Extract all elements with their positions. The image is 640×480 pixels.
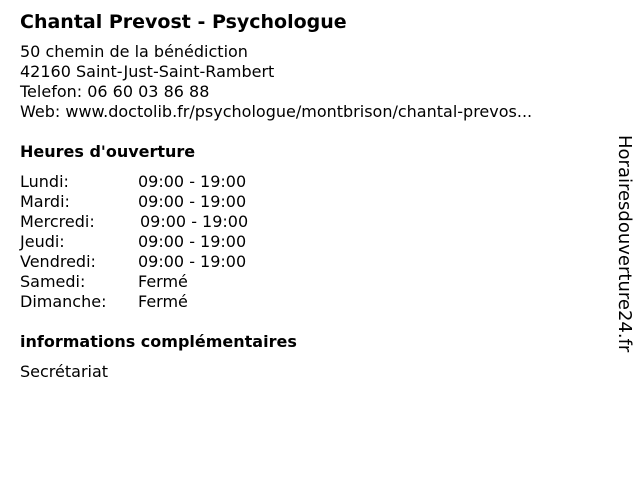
hours-row-monday — [20, 172, 600, 192]
hours-row-tuesday — [20, 192, 600, 212]
day-label: Lundi: — [20, 172, 69, 191]
additional-info-heading: informations complémentaires — [20, 332, 297, 351]
hours-row-friday — [20, 252, 600, 272]
day-label: Dimanche: — [20, 292, 107, 311]
day-label: Vendredi: — [20, 252, 96, 271]
hours-row-sunday — [20, 292, 600, 312]
hours-row-saturday — [20, 272, 600, 292]
day-hours: 09:00 - 19:00 — [138, 232, 247, 251]
website-line: Web: www.doctolib.fr/psychologue/montbrison/chantal-prevos... — [20, 102, 533, 121]
hours-row-thursday — [20, 232, 600, 252]
day-label: Jeudi: — [20, 232, 65, 251]
day-hours: 09:00 - 19:00 — [138, 252, 247, 271]
hours-row-wednesday — [20, 212, 600, 232]
additional-info-text: Secrétariat — [20, 362, 109, 381]
opening-hours-heading: Heures d'ouverture — [20, 142, 196, 161]
day-hours: 09:00 - 19:00 — [138, 192, 247, 211]
day-hours: Fermé — [138, 272, 188, 291]
day-hours: 09:00 - 19:00 — [140, 212, 249, 231]
day-label: Mardi: — [20, 192, 70, 211]
business-name: Chantal Prevost - Psychologue — [20, 11, 347, 33]
day-label: Mercredi: — [20, 212, 95, 231]
day-label: Samedi: — [20, 272, 86, 291]
business-card — [20, 10, 600, 382]
site-watermark: Horairesdouverture24.fr — [614, 135, 635, 353]
address-line-2: 42160 Saint-Just-Saint-Rambert — [20, 62, 275, 81]
day-hours: Fermé — [138, 292, 188, 311]
opening-hours-list — [20, 172, 600, 312]
day-hours: 09:00 - 19:00 — [138, 172, 247, 191]
phone-line: Telefon: 06 60 03 86 88 — [20, 82, 210, 101]
address-line-1: 50 chemin de la bénédiction — [20, 42, 248, 61]
